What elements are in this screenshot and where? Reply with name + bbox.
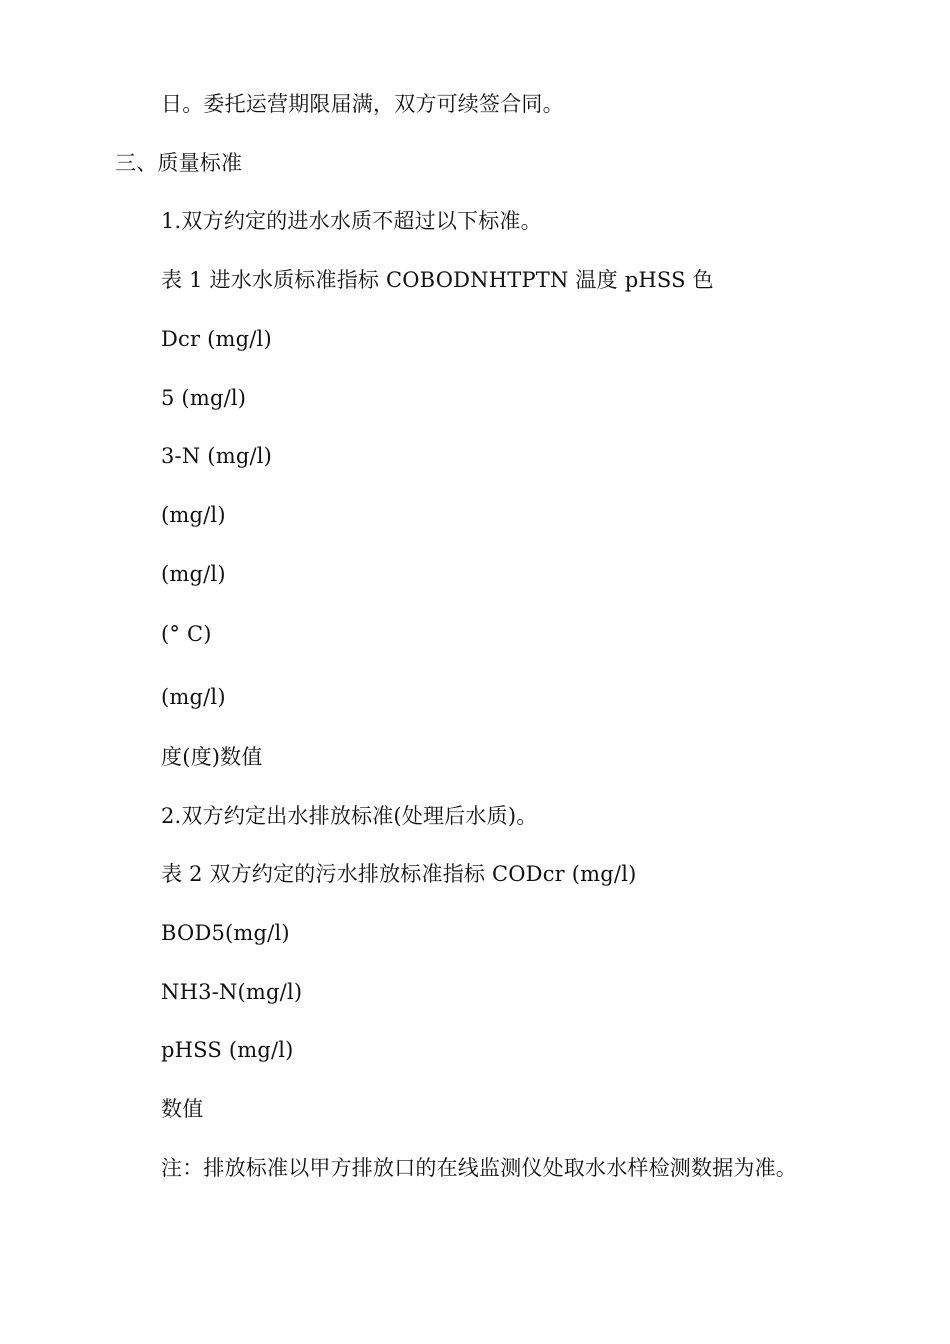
- section-heading-quality-standard: 三、质量标准: [115, 151, 243, 175]
- table-1-cell: 3-N (mg/l): [161, 444, 273, 468]
- table-1-cell: 度(度)数值: [161, 745, 263, 769]
- table-1-cell: (mg/l): [161, 562, 226, 586]
- table-1-cell: (mg/l): [161, 685, 226, 709]
- note-line: 注：排放标准以甲方排放口的在线监测仪处取水水样检测数据为准。: [161, 1156, 797, 1180]
- table-1-cell: (mg/l): [161, 503, 226, 527]
- table-2-caption: 表 2 双方约定的污水排放标准指标 CODcr (mg/l): [161, 862, 637, 886]
- table-1-cell: 5 (mg/l): [161, 386, 247, 410]
- table-1-cell: (° C): [161, 622, 212, 646]
- text-line-inlet-standard: 1.双方约定的进水水质不超过以下标准。: [161, 209, 542, 233]
- text-line-contract-renewal: 日。委托运营期限届满，双方可续签合同。: [161, 92, 564, 116]
- table-2-cell: 数值: [161, 1097, 204, 1121]
- table-2-cell: BOD5(mg/l): [161, 921, 290, 945]
- text-line-outlet-standard: 2.双方约定出水排放标准(处理后水质)。: [161, 804, 538, 828]
- table-2-cell: pHSS (mg/l): [161, 1038, 294, 1062]
- table-1-caption: 表 1 进水水质标准指标 COBODNHTPTN 温度 pHSS 色: [161, 268, 714, 292]
- table-2-cell: NH3-N(mg/l): [161, 980, 303, 1004]
- table-1-cell: Dcr (mg/l): [161, 327, 272, 351]
